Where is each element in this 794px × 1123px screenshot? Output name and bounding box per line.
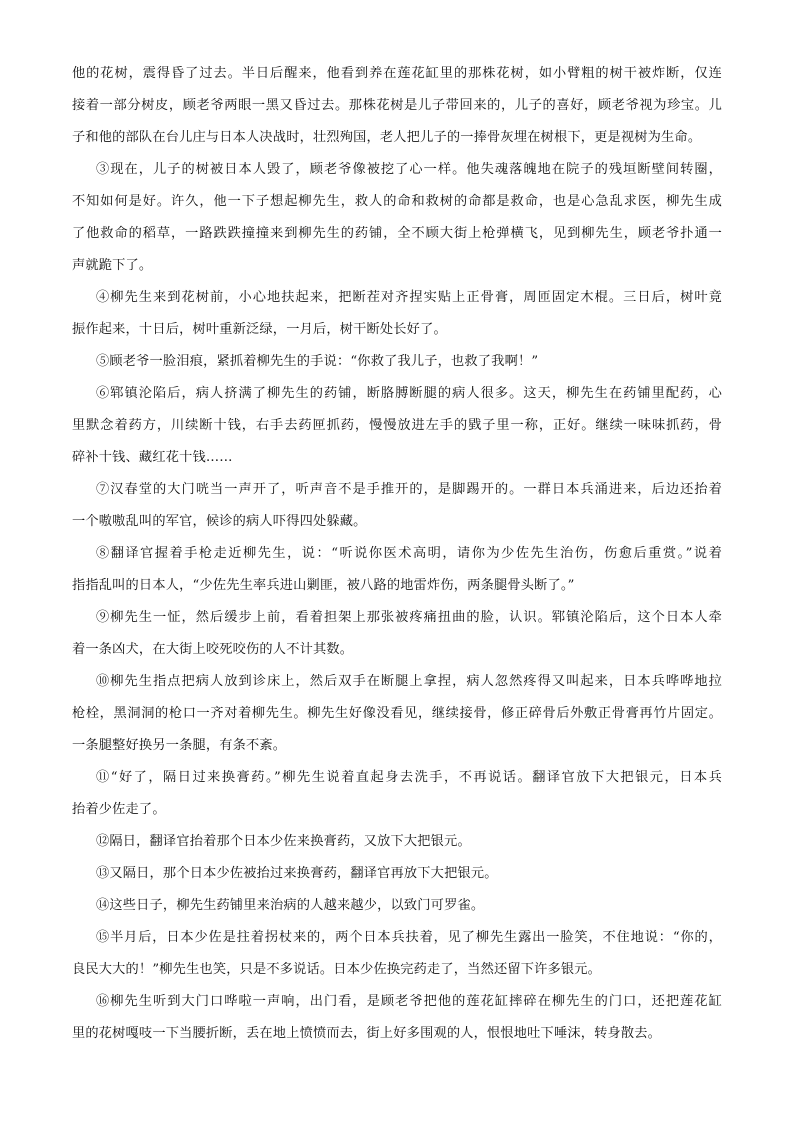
paragraph-line: 里的花树嘎吱一下当腰折断，丢在地上愤愤而去，街上好多围观的人，恨恨地吐下唾沫，转身散去。 <box>72 1026 662 1041</box>
paragraph-line: 接着一部分树皮，顾老爷两眼一黑又昏过去。那株花树是儿子带回来的，儿子的喜好，顾老爷视为珍宝。儿 <box>72 98 722 113</box>
paragraph-first-line: ⑫隔日，翻译官抬着那个日本少佐来换膏药，又放下大把银元。 <box>96 834 471 849</box>
paragraph-first-line: ⑩柳先生指点把病人放到诊床上，然后双手在断腿上拿捏，病人忽然疼得又叫起来，日本兵哗哗地拉 <box>96 674 722 689</box>
paragraph-line: 指指乱叫的日本人，“少佐先生率兵进山剿匪，被八路的地雷炸伤，两条腿骨头断了。” <box>72 578 575 593</box>
paragraph-first-line: ⑮半月后，日本少佐是拄着拐杖来的，两个日本兵扶着，见了柳先生露出一脸笑，不住地说：“你的， <box>96 930 722 945</box>
paragraph-first-line: ⑪“好了，隔日过来换膏药。”柳先生说着直起身去洗手，不再说话。翻译官放下大把银元，日本兵 <box>96 770 722 785</box>
paragraph-line: 振作起来，十日后，树叶重新泛绿，一月后，树干断处长好了。 <box>72 322 447 337</box>
story-text <box>72 58 722 1050</box>
paragraph-first-line: ④柳先生来到花树前，小心地扶起来，把断茬对齐捏实贴上正骨膏，周匝固定木棍。三日后，树叶竟 <box>96 290 722 305</box>
paragraph-line: 他的花树，震得昏了过去。半日后醒来，他看到养在莲花缸里的那株花树，如小臂粗的树干被炸断，仅连 <box>72 66 722 81</box>
paragraph-first-line: ⑬又隔日，那个日本少佐被抬过来换膏药，翻译官再放下大把银元。 <box>96 866 498 881</box>
paragraph-first-line: ⑤顾老爷一脸泪痕，紧抓着柳先生的手说：“你救了我儿子，也救了我啊！” <box>96 354 539 369</box>
paragraph-line: 一条腿整好换另一条腿，有条不紊。 <box>72 738 287 753</box>
paragraph-line: 枪栓，黑洞洞的枪口一齐对着柳先生。柳先生好像没看见，继续接骨，修正碎骨后外敷正骨膏再竹片固定。 <box>72 706 722 721</box>
paragraph-first-line: ⑭这些日子，柳先生药铺里来治病的人越来越少，以致门可罗雀。 <box>96 898 485 913</box>
paragraph-line: 着一条凶犬，在大街上咬死咬伤的人不计其数。 <box>72 642 354 657</box>
paragraph-line: 良民大大的！”柳先生也笑，只是不多说话。日本少佐换完药走了，当然还留下许多银元。 <box>72 962 602 977</box>
paragraph-first-line: ⑦汉春堂的大门咣当一声开了，听声音不是手推开的，是脚踢开的。一群日本兵涌进来，后边还抬着 <box>96 482 722 497</box>
paragraph-line: 不知如何是好。许久，他一下子想起柳先生，救人的命和救树的命都是救命，也是心急乱求医，柳先生成 <box>72 194 722 209</box>
paragraph-line: 碎补十钱、藏红花十钱…… <box>72 450 233 465</box>
paragraph-line: 了他救命的稻草，一路跌跌撞撞来到柳先生的药铺，全不顾大街上枪弹横飞，见到柳先生，顾老爷扑通一 <box>72 226 722 241</box>
paragraph-first-line: ⑥郓镇沦陷后，病人挤满了柳先生的药铺，断胳膊断腿的病人很多。这天，柳先生在药铺里配药，心 <box>96 386 722 401</box>
paragraph-first-line: ⑧翻译官握着手枪走近柳先生，说：“听说你医术高明，请你为少佐先生治伤，伤愈后重赏。”说着 <box>96 546 722 561</box>
paragraph-first-line: ⑨柳先生一怔，然后缓步上前，看着担架上那张被疼痛扭曲的脸，认识。郓镇沦陷后，这个日本人牵 <box>96 610 722 625</box>
paragraph-line: 子和他的部队在台儿庄与日本人决战时，壮烈殉国，老人把儿子的一捧骨灰埋在树根下，更是视树为生命。 <box>72 130 702 145</box>
paragraph-line: 声就跪下了。 <box>72 258 153 273</box>
paragraph-first-line: ⑯柳先生听到大门口哗啦一声响，出门看，是顾老爷把他的莲花缸摔碎在柳先生的门口，还把莲花缸 <box>96 994 722 1009</box>
paragraph-line: 抬着少佐走了。 <box>72 802 166 817</box>
paragraph-line: 里默念着药方，川续断十钱，右手去药匣抓药，慢慢放进左手的戥子里一称，正好。继续一味味抓药，骨 <box>72 418 722 433</box>
paragraph-line: 一个嗷嗷乱叫的军官，候诊的病人吓得四处躲藏。 <box>72 514 367 529</box>
paragraph-first-line: ③现在，儿子的树被日本人毁了，顾老爷像被挖了心一样。他失魂落魄地在院子的残垣断壁间转圈， <box>96 162 722 177</box>
